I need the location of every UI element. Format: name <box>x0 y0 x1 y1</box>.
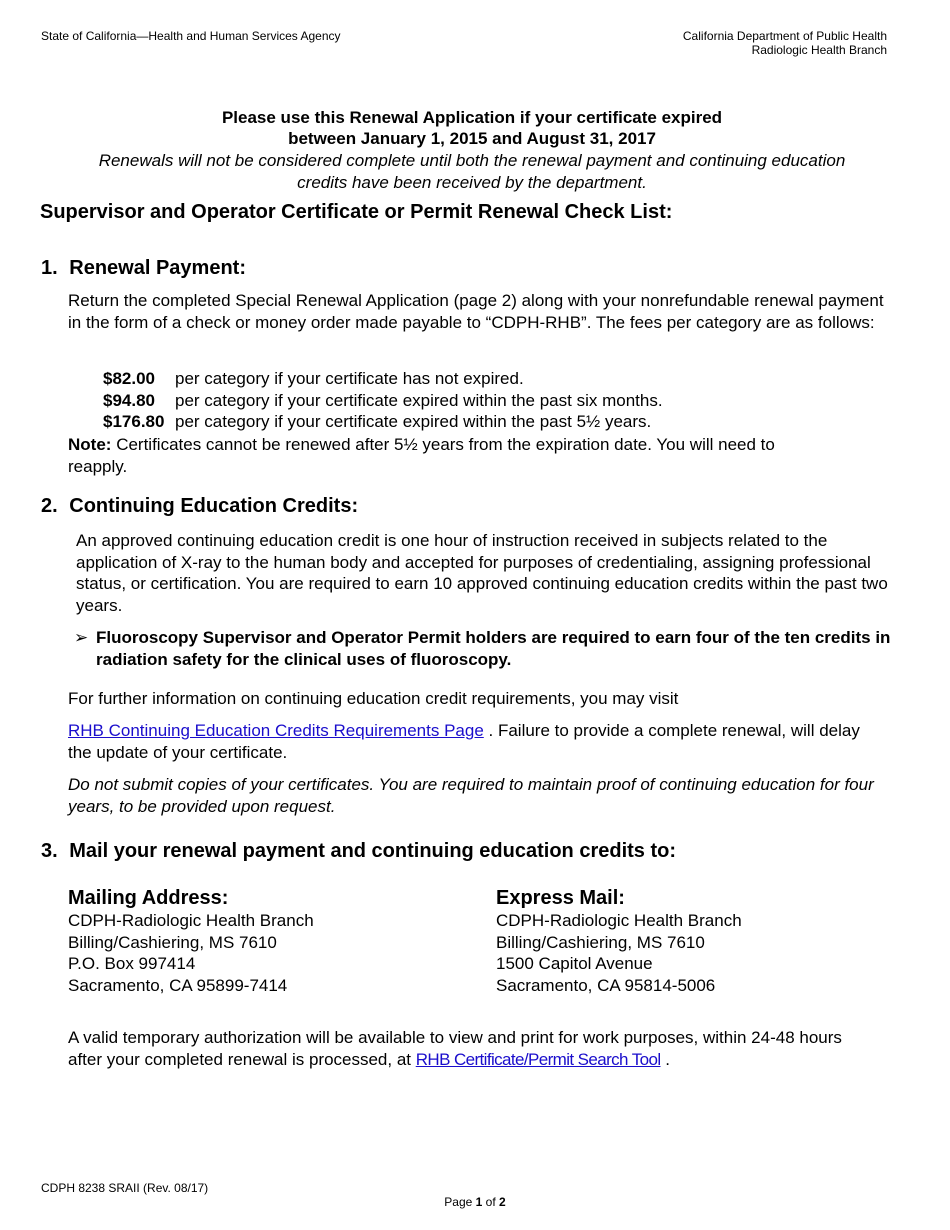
address-line: CDPH-Radiologic Health Branch <box>496 911 742 930</box>
section1-title: Renewal Payment: <box>69 257 246 279</box>
section2-heading <box>41 495 358 518</box>
intro-italic-line1: Renewals will not be considered complete until both the renewal payment and continuing education <box>98 151 846 170</box>
branch-name: Radiologic Health Branch <box>751 43 887 57</box>
fee-row <box>103 390 883 412</box>
address-line: 1500 Capitol Avenue <box>496 954 653 973</box>
certificate-search-tool-link[interactable]: RHB Certificate/Permit Search Tool <box>415 1049 661 1069</box>
address-line: Billing/Cashiering, MS 7610 <box>496 932 705 952</box>
fee-list <box>103 368 883 433</box>
page-current: 1 <box>475 1195 483 1209</box>
fee-amount: $94.80 <box>103 390 155 410</box>
intro-title-line1: Please use this Renewal Application if your certificate expired <box>221 108 723 127</box>
intro-block <box>40 107 904 193</box>
fee-row <box>103 368 883 390</box>
intro-title-line2: between January 1, 2015 and August 31, 2017 <box>288 129 656 148</box>
section1-heading <box>41 257 246 280</box>
address-line: Billing/Cashiering, MS 7610 <box>68 932 277 952</box>
ce-link-paragraph <box>68 720 888 763</box>
note-text: Certificates cannot be renewed after 5½ years from the expiration date. You will need to reapply. <box>68 435 775 476</box>
page-prefix: Page <box>444 1195 476 1209</box>
address-line: P.O. Box 997414 <box>68 954 196 973</box>
temp-auth-end: . <box>660 1049 670 1069</box>
fluoroscopy-bullet <box>68 627 916 670</box>
fee-row <box>103 411 883 433</box>
section3-number: 3. <box>41 840 58 862</box>
section1-number: 1. <box>41 257 58 279</box>
page-mid: of <box>482 1195 500 1209</box>
address-line: CDPH-Radiologic Health Branch <box>68 911 314 930</box>
fee-description: per category if your certificate expired within the past 5½ years. <box>175 412 652 431</box>
section1-paragraph: Return the completed Special Renewal Application (page 2) along with your nonrefundable renewal payment in the form of a check or money order made payable to “CDPH-RHB”. The fees per category are as follows: <box>68 291 884 332</box>
section2-title: Continuing Education Credits: <box>69 495 359 517</box>
fee-amount: $82.00 <box>103 369 155 388</box>
fee-description: per category if your certificate has not expired. <box>175 369 524 388</box>
intro-italic-line2: credits have been received by the department. <box>297 172 647 192</box>
ce-link-trailing-text: . Failure to provide a complete renewal, will delay the update of your certificate. <box>68 721 860 762</box>
section1-note <box>68 434 838 477</box>
express-mail-block <box>496 887 896 996</box>
section2-italic-note: Do not submit copies of your certificates. You are required to maintain proof of continuing education for four years, to be provided upon request. <box>68 775 874 816</box>
form-id: CDPH 8238 SRAII (Rev. 08/17) <box>41 1181 209 1195</box>
checklist-title: Supervisor and Operator Certificate or Permit Renewal Check List: <box>40 201 673 223</box>
section3-title: Mail your renewal payment and continuing education credits to: <box>69 840 676 862</box>
section2-paragraph: An approved continuing education credit is one hour of instruction received in subjects related to the application of X-ray to the human body and accepted for purposes of credentialing, assigning professional status, or certification. You are required to earn 10 approved continuing education credits within the past two years. <box>76 531 888 615</box>
express-mail-heading: Express Mail: <box>496 887 625 909</box>
fee-description: per category if your certificate expired within the past six months. <box>175 390 663 410</box>
address-line: Sacramento, CA 95899-7414 <box>68 975 288 995</box>
section2-number: 2. <box>41 495 58 517</box>
mailing-address-heading: Mailing Address: <box>68 887 229 909</box>
arrow-bullet-icon: ➢ <box>74 628 89 647</box>
address-line: Sacramento, CA 95814-5006 <box>496 975 716 995</box>
page-total: 2 <box>499 1195 506 1209</box>
temp-auth-body: A valid temporary authorization will be available to view and print for work purposes, within 24-48 hours after your completed renewal is processed, at <box>68 1028 842 1069</box>
note-label: Note: <box>68 435 112 454</box>
agency-header: State of California—Health and Human Services Agency <box>41 29 341 43</box>
page-number <box>0 1195 950 1209</box>
department-name: California Department of Public Health <box>682 29 887 43</box>
temporary-authorization-text <box>68 1027 868 1070</box>
further-info-text: For further information on continuing education credit requirements, you may visit <box>68 689 679 708</box>
ce-requirements-link[interactable]: RHB Continuing Education Credits Requirements Page <box>68 721 484 740</box>
department-header <box>683 29 887 57</box>
fee-amount: $176.80 <box>103 412 165 431</box>
bullet-text: Fluoroscopy Supervisor and Operator Permit holders are required to earn four of the ten credits in radiation safety for the clinical uses of fluoroscopy. <box>96 628 891 669</box>
mailing-address-block <box>68 887 468 996</box>
section3-heading <box>41 840 676 863</box>
